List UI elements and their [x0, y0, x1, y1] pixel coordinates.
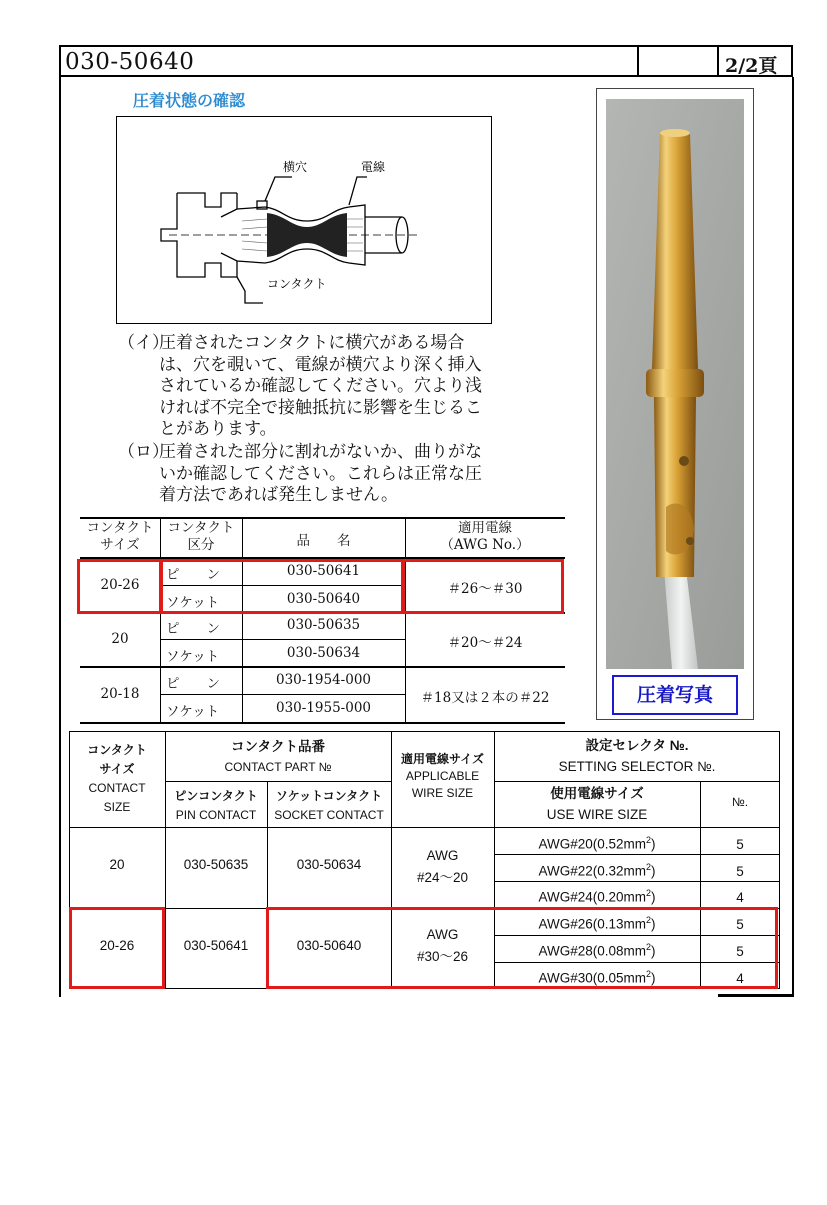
pin-part-number: 030-50635 — [183, 857, 249, 872]
wire-size-text: AWG#26(0.13mm — [538, 916, 647, 932]
applicable-wire-cell: ＃20～＃24 — [447, 635, 523, 651]
awg-label: AWG — [426, 848, 459, 863]
header-text: 適用電線サイズ — [400, 752, 485, 766]
header-text: 使用電線サイズ — [550, 786, 644, 801]
label-yokoana: 横穴 — [283, 160, 308, 174]
superscript: 2 — [646, 835, 652, 845]
pin-label: ピ ン — [166, 676, 220, 692]
pin-label: ピ ン — [166, 621, 220, 637]
highlight-box — [266, 907, 778, 989]
table-rule — [494, 781, 780, 782]
contact-size-cell: 20 — [109, 857, 125, 872]
header-text: SOCKET CONTACT — [274, 808, 384, 822]
use-wire-size — [494, 835, 700, 852]
wire-size-text: AWG#22(0.32mm — [538, 863, 647, 879]
table-rule — [160, 694, 405, 695]
photo-caption: 圧着写真 — [636, 684, 713, 706]
table-rule — [80, 666, 565, 668]
header-divider — [717, 47, 719, 75]
selector-number: 5 — [736, 837, 744, 852]
note-i — [118, 333, 498, 441]
header-text: コンタクト — [87, 743, 147, 757]
header-applicable-wire — [405, 520, 565, 554]
applicable-wire-range — [391, 845, 494, 889]
header-text: コンタクト品番 — [231, 739, 325, 754]
contact-size-cell: 20 — [111, 631, 129, 647]
table-rule — [80, 517, 565, 519]
table-rule — [160, 639, 405, 640]
socket-label: ソケット — [166, 649, 220, 665]
setting-selector-table — [69, 731, 780, 989]
header-contact-size — [80, 520, 160, 554]
table-rule — [80, 722, 565, 724]
awg-range: #24～20 — [416, 870, 469, 885]
table-rule — [69, 827, 780, 828]
highlight-box — [402, 559, 564, 614]
contact-size-cell: 20-18 — [100, 686, 140, 702]
pin-part-number: 030-50635 — [286, 617, 361, 633]
pin-part-number: 030-50641 — [183, 938, 249, 953]
wire-size-text: ) — [651, 916, 656, 932]
table-rule — [494, 854, 780, 855]
header-applicable-wire-size — [391, 751, 494, 802]
header-text: （AWG No.） — [440, 537, 530, 553]
header-text: ソケットコンタクト — [275, 789, 383, 803]
header-number: №. — [731, 795, 749, 809]
socket-part-number: 030-1955-000 — [275, 700, 371, 716]
header-text: サイズ — [99, 762, 135, 776]
wire-size-text: AWG#20(0.52mm — [538, 836, 647, 852]
header-text: コンタクト — [167, 520, 235, 536]
selector-number: 5 — [736, 864, 744, 879]
highlight-box — [69, 907, 165, 989]
superscript: 2 — [646, 915, 652, 925]
page-number: 2/2頁 — [725, 55, 778, 77]
pin-part-number: 030-50641 — [286, 563, 361, 579]
wire-size-text: ) — [651, 836, 656, 852]
socket-label: ソケット — [166, 704, 220, 720]
photo-caption-box — [612, 675, 738, 715]
table-rule — [165, 781, 391, 782]
header-text: 設定セレクタ №. — [585, 738, 689, 753]
table-rule — [494, 881, 780, 882]
wire-size-text: ) — [651, 863, 656, 879]
selector-number: 5 — [736, 917, 744, 932]
note-text: 圧着された部分に割れがないか、曲りがないか確認してください。これらは正常な圧着方法であれば発生しません。 — [159, 442, 482, 505]
header-contact-category — [160, 520, 242, 554]
wire-size-text: ) — [651, 943, 656, 959]
wire-size-text: ) — [651, 970, 656, 986]
selector-number: 4 — [736, 890, 744, 905]
contact-spec-table — [80, 517, 565, 724]
socket-part-number: 030-50634 — [286, 645, 361, 661]
header-socket-contact — [267, 787, 391, 825]
selector-number: 4 — [736, 971, 744, 986]
table-rule — [69, 731, 780, 732]
frame-border-bottom — [718, 994, 794, 997]
header-text: 区分 — [187, 537, 215, 553]
awg-range: #30～26 — [416, 949, 469, 964]
frame-border-right — [792, 77, 794, 997]
header-text: WIRE SIZE — [411, 786, 474, 800]
crimp-diagram — [116, 116, 492, 324]
socket-part-number: 030-50634 — [296, 857, 362, 872]
use-wire-size — [494, 862, 700, 879]
header-divider — [637, 47, 639, 75]
pin-label: ピ ン — [166, 567, 220, 583]
header-text: サイズ — [100, 537, 140, 553]
crimp-photo — [606, 99, 744, 669]
crimp-diagram-drawing — [117, 117, 490, 322]
wire-size-text: ) — [651, 889, 656, 905]
header-text: USE WIRE SIZE — [546, 807, 648, 822]
wire-size-text: AWG#28(0.08mm — [538, 943, 647, 959]
highlight-box — [160, 559, 404, 614]
note-ro — [118, 442, 498, 507]
socket-label: ソケット — [166, 595, 220, 611]
header-text: APPLICABLE — [405, 769, 480, 783]
label-contact: コンタクト — [267, 277, 327, 291]
note-mark: （イ） — [118, 333, 169, 353]
header-setting-selector — [494, 735, 780, 777]
applicable-wire-cell: ＃18又は２本の＃22 — [420, 690, 550, 706]
socket-part-number: 030-50640 — [286, 591, 361, 607]
frame-border-left — [59, 77, 61, 997]
label-densen: 電線 — [361, 160, 386, 174]
superscript: 2 — [646, 888, 652, 898]
use-wire-size — [494, 888, 700, 905]
pin-part-number: 030-1954-000 — [275, 672, 371, 688]
awg-label: AWG — [426, 927, 459, 942]
selector-number: 5 — [736, 944, 744, 959]
header-contact-part — [165, 737, 391, 777]
document-header — [59, 45, 793, 77]
wire-size-text: AWG#24(0.20mm — [538, 889, 647, 905]
header-text: CONTACT — [88, 781, 146, 795]
header-text: SIZE — [103, 800, 131, 814]
contact-size-cell: 20-26 — [100, 577, 140, 593]
contact-size-cell: 20-26 — [99, 938, 135, 953]
note-mark: （ロ） — [118, 442, 169, 462]
highlight-box — [77, 559, 162, 614]
document-number: 030-50640 — [65, 49, 195, 75]
header-use-wire-size — [494, 783, 700, 825]
crimp-photo-panel — [596, 88, 754, 720]
header-contact-size — [69, 741, 165, 817]
header-product-name: 品 名 — [296, 533, 351, 549]
wire-size-text: AWG#30(0.05mm — [538, 970, 647, 986]
header-text: SETTING SELECTOR №. — [558, 759, 716, 774]
note-text: 圧着されたコンタクトに横穴がある場合は、穴を覗いて、電線が横穴より深く挿入されているか確認してください。穴より浅ければ不完全で接触抵抗に影響を生じることがあります。 — [159, 333, 482, 439]
socket-part-number: 030-50640 — [296, 938, 362, 953]
header-text: ピンコンタクト — [174, 789, 258, 803]
header-text: CONTACT PART № — [224, 760, 332, 774]
header-text: 適用電線 — [458, 520, 512, 536]
superscript: 2 — [646, 862, 652, 872]
header-text: PIN CONTACT — [175, 808, 257, 822]
header-pin-contact — [165, 787, 267, 825]
superscript: 2 — [646, 942, 652, 952]
superscript: 2 — [646, 969, 652, 979]
section-title: 圧着状態の確認 — [133, 91, 246, 110]
applicable-wire-cell: ＃26～＃30 — [447, 581, 523, 597]
header-text: コンタクト — [86, 520, 154, 536]
